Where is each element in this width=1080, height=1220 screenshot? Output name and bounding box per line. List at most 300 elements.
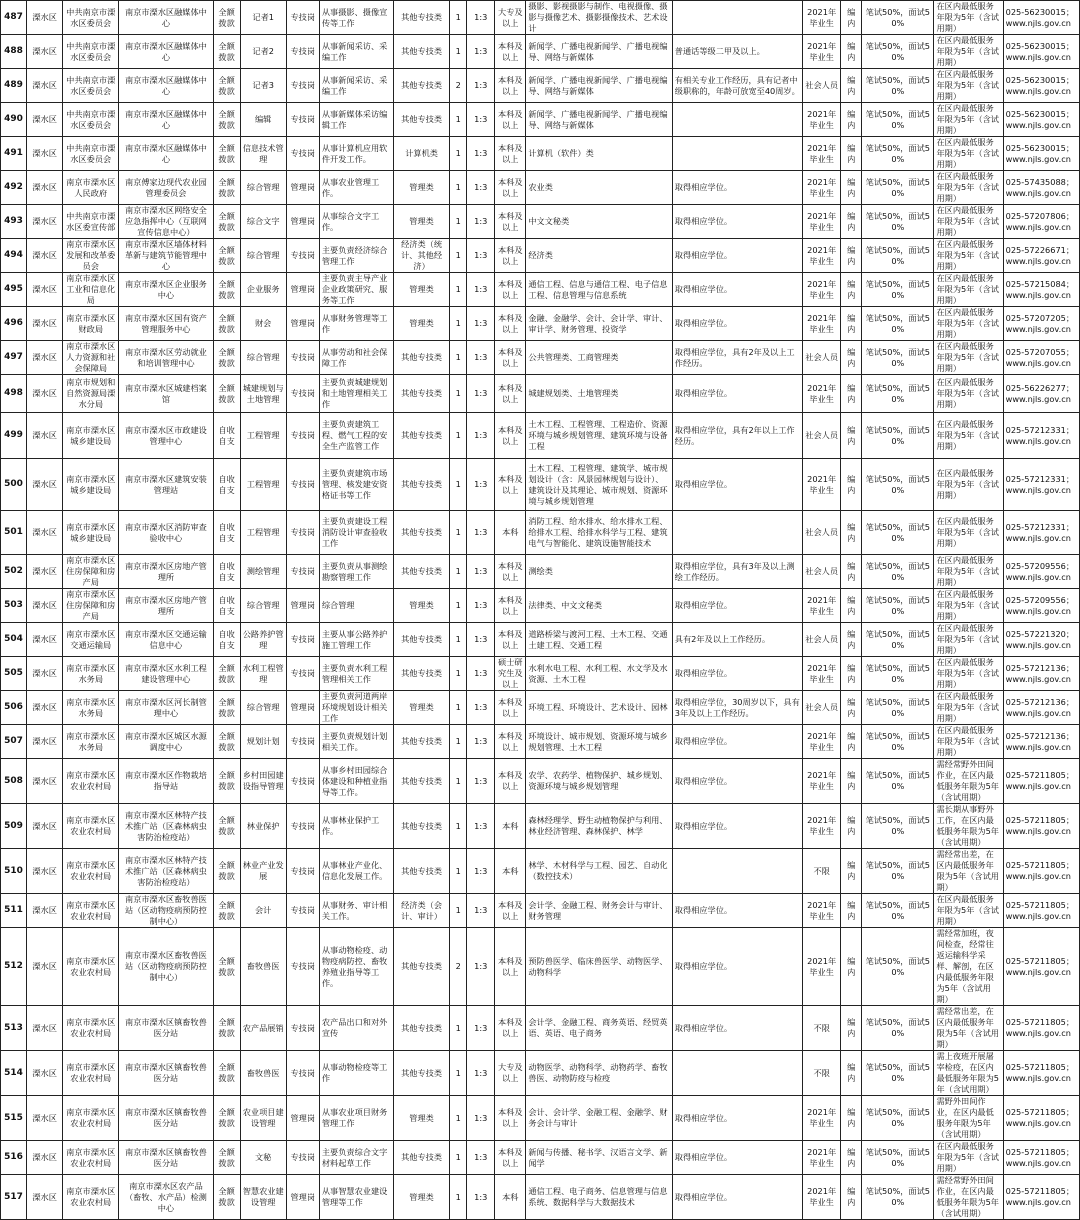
table-row	[1, 555, 1080, 589]
hiring-unit: 南京市溧水区融媒体中心	[119, 137, 213, 171]
education: 本科及以上	[495, 555, 526, 589]
table-body	[1, 1, 1080, 1220]
interview-ratio: 1:3	[467, 171, 495, 205]
score-weight: 笔试50%，面试50%	[862, 239, 934, 273]
other-requirement	[672, 511, 802, 555]
interview-ratio: 1:3	[467, 1, 495, 35]
district: 溧水区	[27, 239, 63, 273]
interview-ratio: 1:3	[467, 804, 495, 849]
job-duty: 从事林业保护工作。	[319, 804, 393, 849]
district: 溧水区	[27, 894, 63, 928]
district: 溧水区	[27, 623, 63, 657]
department: 南京市溧水区农业农村局	[63, 1141, 119, 1175]
department: 中共南京市溧水区委宣传部	[63, 205, 119, 239]
applicant-type: 2021年毕业生	[803, 205, 841, 239]
major-requirement: 农学、农药学、植物保护、城乡规划、资源环境与城乡规划管理	[526, 759, 672, 804]
service-note: 在区内最低服务年限为5年（含试用期）	[934, 137, 1003, 171]
hiring-unit: 南京市溧水区镇畜牧兽医分站	[119, 1141, 213, 1175]
position-category: 专技岗	[286, 1141, 319, 1175]
position-category: 管理岗	[286, 205, 319, 239]
recruit-count: 1	[450, 375, 467, 413]
score-weight: 笔试50%，面试50%	[862, 623, 934, 657]
contact: 025-56230015；www.njls.gov.cn	[1003, 35, 1079, 69]
position-category: 专技岗	[286, 239, 319, 273]
major-requirement: 预防兽医学、临床兽医学、动物医学、动物科学	[526, 928, 672, 1006]
table-row	[1, 69, 1080, 103]
hiring-unit: 南京市溧水区作物栽培指导站	[119, 759, 213, 804]
department: 南京市溧水区工业和信息化局	[63, 273, 119, 307]
district: 溧水区	[27, 1175, 63, 1220]
interview-ratio: 1:3	[467, 35, 495, 69]
staffing: 编内	[841, 307, 862, 341]
job-duty: 主要负责建设工程消防设计审查验收工作	[319, 511, 393, 555]
interview-ratio: 1:3	[467, 137, 495, 171]
contact: 025-57226671；www.njls.gov.cn	[1003, 239, 1079, 273]
recruit-count: 1	[450, 307, 467, 341]
recruit-count: 1	[450, 657, 467, 691]
hiring-unit: 南京市溧水区交通运输信息中心	[119, 623, 213, 657]
major-requirement: 消防工程、给水排水、给水排水工程、给排水工程、给排水科学与工程、建筑电气与智能化、建筑设施智能技术	[526, 511, 672, 555]
exam-subject: 其他专技类	[394, 103, 450, 137]
interview-ratio: 1:3	[467, 341, 495, 375]
other-requirement: 取得相应学位。	[672, 759, 802, 804]
service-note: 在区内最低服务年限为5年（含试用期）	[934, 273, 1003, 307]
exam-subject: 其他专技类	[394, 511, 450, 555]
position-category: 专技岗	[286, 759, 319, 804]
other-requirement	[672, 849, 802, 894]
contact: 025-57435088；www.njls.gov.cn	[1003, 171, 1079, 205]
major-requirement: 水利水电工程、水利工程、水文学及水资源、土木工程	[526, 657, 672, 691]
staffing: 编内	[841, 555, 862, 589]
district: 溧水区	[27, 171, 63, 205]
job-duty: 主要负责主导产业企业政策研究、服务等工作	[319, 273, 393, 307]
district: 溧水区	[27, 657, 63, 691]
education: 本科及以上	[495, 273, 526, 307]
exam-subject: 其他专技类	[394, 804, 450, 849]
interview-ratio: 1:3	[467, 589, 495, 623]
department: 南京市溧水区财政局	[63, 307, 119, 341]
table-row	[1, 589, 1080, 623]
table-row	[1, 375, 1080, 413]
education: 硕士研究生及以上	[495, 657, 526, 691]
applicant-type: 社会人员	[803, 413, 841, 459]
position-name: 畜牧兽医	[240, 1051, 286, 1096]
position-name: 工程管理	[240, 511, 286, 555]
service-note: 在区内最低服务年限为5年（含试用期）	[934, 555, 1003, 589]
exam-subject: 其他专技类	[394, 341, 450, 375]
interview-ratio: 1:3	[467, 759, 495, 804]
contact: 025-57211805；www.njls.gov.cn	[1003, 928, 1079, 1006]
interview-ratio: 1:3	[467, 691, 495, 725]
recruit-count: 1	[450, 1175, 467, 1220]
hiring-unit: 南京市溧水区劳动就业和培训管理中心	[119, 341, 213, 375]
score-weight: 笔试50%，面试50%	[862, 205, 934, 239]
score-weight: 笔试50%，面试50%	[862, 555, 934, 589]
score-weight: 笔试50%，面试50%	[862, 69, 934, 103]
funding-type: 自收自支	[213, 413, 240, 459]
row-number: 489	[1, 69, 27, 103]
score-weight: 笔试50%，面试50%	[862, 589, 934, 623]
score-weight: 笔试50%，面试50%	[862, 413, 934, 459]
applicant-type: 2021年毕业生	[803, 1141, 841, 1175]
score-weight: 笔试50%，面试50%	[862, 459, 934, 511]
other-requirement: 取得相应学位。	[672, 657, 802, 691]
score-weight: 笔试50%，面试50%	[862, 511, 934, 555]
funding-type: 全额拨款	[213, 1175, 240, 1220]
other-requirement	[672, 137, 802, 171]
interview-ratio: 1:3	[467, 69, 495, 103]
staffing: 编内	[841, 1051, 862, 1096]
funding-type: 全额拨款	[213, 341, 240, 375]
recruit-count: 1	[450, 413, 467, 459]
staffing: 编内	[841, 273, 862, 307]
position-name: 工程管理	[240, 413, 286, 459]
contact: 025-56226277；www.njls.gov.cn	[1003, 375, 1079, 413]
exam-subject: 经济类（统计、其他经济）	[394, 239, 450, 273]
score-weight: 笔试50%，面试50%	[862, 725, 934, 759]
job-duty: 主要负责河道两岸环境规划设计相关工作	[319, 691, 393, 725]
funding-type: 自收自支	[213, 511, 240, 555]
other-requirement: 取得相应学位。	[672, 894, 802, 928]
interview-ratio: 1:3	[467, 928, 495, 1006]
position-category: 专技岗	[286, 413, 319, 459]
funding-type: 全额拨款	[213, 725, 240, 759]
recruit-count: 1	[450, 273, 467, 307]
exam-subject: 其他专技类	[394, 35, 450, 69]
department: 南京市溧水区农业农村局	[63, 1096, 119, 1141]
score-weight: 笔试50%，面试50%	[862, 1006, 934, 1051]
interview-ratio: 1:3	[467, 1141, 495, 1175]
contact: 025-57211805；www.njls.gov.cn	[1003, 849, 1079, 894]
recruit-count: 1	[450, 1, 467, 35]
department: 南京市规划和自然资源局溧水分局	[63, 375, 119, 413]
district: 溧水区	[27, 137, 63, 171]
funding-type: 全额拨款	[213, 1, 240, 35]
other-requirement: 取得相应学位。	[672, 307, 802, 341]
applicant-type: 2021年毕业生	[803, 35, 841, 69]
exam-subject: 经济类（会计、审计）	[394, 894, 450, 928]
table-row	[1, 894, 1080, 928]
major-requirement: 农业类	[526, 171, 672, 205]
other-requirement: 取得相应学位，具有3年及以上测绘工作经历。	[672, 555, 802, 589]
job-duty: 主要负责建筑工程、燃气工程的安全生产监管工作	[319, 413, 393, 459]
education: 本科及以上	[495, 623, 526, 657]
table-row	[1, 849, 1080, 894]
job-duty: 主要从事公路养护施工管理工作	[319, 623, 393, 657]
job-duty: 从事计算机应用软件开发工作。	[319, 137, 393, 171]
staffing: 编内	[841, 171, 862, 205]
funding-type: 全额拨款	[213, 928, 240, 1006]
position-category: 专技岗	[286, 511, 319, 555]
recruit-count: 1	[450, 894, 467, 928]
score-weight: 笔试50%，面试50%	[862, 894, 934, 928]
district: 溧水区	[27, 375, 63, 413]
staffing: 编内	[841, 657, 862, 691]
district: 溧水区	[27, 1096, 63, 1141]
exam-subject: 其他专技类	[394, 928, 450, 1006]
department: 南京市溧水区城乡建设局	[63, 511, 119, 555]
service-note: 需长期从事野外工作，在区内最低服务年限为5年（含试用期）	[934, 804, 1003, 849]
recruit-count: 1	[450, 35, 467, 69]
table-row	[1, 725, 1080, 759]
position-name: 农业项目建设管理	[240, 1096, 286, 1141]
contact: 025-57207205；www.njls.gov.cn	[1003, 307, 1079, 341]
district: 溧水区	[27, 273, 63, 307]
education: 本科及以上	[495, 375, 526, 413]
interview-ratio: 1:3	[467, 849, 495, 894]
row-number: 504	[1, 623, 27, 657]
education: 本科及以上	[495, 205, 526, 239]
district: 溧水区	[27, 307, 63, 341]
position-category: 专技岗	[286, 657, 319, 691]
staffing: 编内	[841, 849, 862, 894]
job-duty: 从事财务、审计相关工作。	[319, 894, 393, 928]
interview-ratio: 1:3	[467, 459, 495, 511]
applicant-type: 2021年毕业生	[803, 589, 841, 623]
district: 溧水区	[27, 1051, 63, 1096]
district: 溧水区	[27, 759, 63, 804]
score-weight: 笔试50%，面试50%	[862, 1, 934, 35]
recruit-count: 2	[450, 928, 467, 1006]
department: 南京市溧水区农业农村局	[63, 928, 119, 1006]
education: 本科及以上	[495, 307, 526, 341]
education: 本科及以上	[495, 171, 526, 205]
hiring-unit: 南京市溧水区墙体材料革新与建筑节能管理中心	[119, 239, 213, 273]
education: 本科及以上	[495, 341, 526, 375]
exam-subject: 管理类	[394, 1096, 450, 1141]
funding-type: 全额拨款	[213, 1141, 240, 1175]
hiring-unit: 南京市溧水区融媒体中心	[119, 69, 213, 103]
staffing: 编内	[841, 725, 862, 759]
recruit-count: 1	[450, 239, 467, 273]
table-row	[1, 273, 1080, 307]
staffing: 编内	[841, 375, 862, 413]
department: 南京市溧水区农业农村局	[63, 894, 119, 928]
job-duty: 主要负责城建规划和土地管理相关工作	[319, 375, 393, 413]
contact: 025-57211805；www.njls.gov.cn	[1003, 1096, 1079, 1141]
major-requirement: 会计学、金融工程、商务英语、经贸英语、英语、电子商务	[526, 1006, 672, 1051]
row-number: 502	[1, 555, 27, 589]
funding-type: 自收自支	[213, 623, 240, 657]
table-row	[1, 1006, 1080, 1051]
job-duty: 从事新媒体采访编辑工作	[319, 103, 393, 137]
department: 南京市溧水区水务局	[63, 725, 119, 759]
contact: 025-56230015；www.njls.gov.cn	[1003, 103, 1079, 137]
education: 本科及以上	[495, 725, 526, 759]
service-note: 在区内最低服务年限为5年（含试用期）	[934, 413, 1003, 459]
hiring-unit: 南京市溧水区融媒体中心	[119, 35, 213, 69]
position-name: 综合文字	[240, 205, 286, 239]
table-row	[1, 759, 1080, 804]
row-number: 500	[1, 459, 27, 511]
score-weight: 笔试50%，面试50%	[862, 804, 934, 849]
service-note: 在区内最低服务年限为5年（含试用期）	[934, 1, 1003, 35]
exam-subject: 管理类	[394, 273, 450, 307]
interview-ratio: 1:3	[467, 413, 495, 459]
position-category: 专技岗	[286, 1051, 319, 1096]
other-requirement: 取得相应学位。	[672, 1141, 802, 1175]
education: 本科	[495, 1175, 526, 1220]
position-name: 企业服务	[240, 273, 286, 307]
service-note: 需经常出差，在区内最低服务年限为5年（含试用期）	[934, 849, 1003, 894]
service-note: 在区内最低服务年限为5年（含试用期）	[934, 239, 1003, 273]
position-category: 专技岗	[286, 555, 319, 589]
funding-type: 自收自支	[213, 589, 240, 623]
major-requirement: 城建规划类、土地管理类	[526, 375, 672, 413]
position-category: 管理岗	[286, 691, 319, 725]
applicant-type: 不限	[803, 849, 841, 894]
table-row	[1, 691, 1080, 725]
score-weight: 笔试50%，面试50%	[862, 759, 934, 804]
job-duty: 从事农业管理工作。	[319, 171, 393, 205]
other-requirement: 取得相应学位。	[672, 239, 802, 273]
other-requirement: 取得相应学位。	[672, 273, 802, 307]
major-requirement: 环境工程、环境设计、艺术设计、园林	[526, 691, 672, 725]
district: 溧水区	[27, 555, 63, 589]
job-duty: 主要负责从事测绘勘察管理工作	[319, 555, 393, 589]
position-name: 乡村田园建设指导管理	[240, 759, 286, 804]
funding-type: 全额拨款	[213, 1051, 240, 1096]
table-row	[1, 928, 1080, 1006]
position-category: 专技岗	[286, 928, 319, 1006]
contact: 025-57212331；www.njls.gov.cn	[1003, 413, 1079, 459]
service-note: 在区内最低服务年限为5年（含试用期）	[934, 459, 1003, 511]
job-duty: 从事劳动和社会保障工作	[319, 341, 393, 375]
interview-ratio: 1:3	[467, 273, 495, 307]
position-name: 林业保护	[240, 804, 286, 849]
department: 南京市溧水区人民政府	[63, 171, 119, 205]
score-weight: 笔试50%，面试50%	[862, 691, 934, 725]
major-requirement: 会计、会计学、金融工程、金融学、财务会计与审计	[526, 1096, 672, 1141]
table-row	[1, 307, 1080, 341]
education: 大专及以上	[495, 1051, 526, 1096]
service-note: 需上夜班开展屠宰检疫，在区内最低服务年限为5年（含试用期）	[934, 1051, 1003, 1096]
applicant-type: 不限	[803, 1051, 841, 1096]
table-row	[1, 1096, 1080, 1141]
department: 南京市溧水区人力资源和社会保障局	[63, 341, 119, 375]
major-requirement: 计算机（软件）类	[526, 137, 672, 171]
exam-subject: 管理类	[394, 307, 450, 341]
exam-subject: 其他专技类	[394, 759, 450, 804]
funding-type: 全额拨款	[213, 657, 240, 691]
education: 本科及以上	[495, 589, 526, 623]
position-name: 林业产业发展	[240, 849, 286, 894]
district: 溧水区	[27, 103, 63, 137]
position-name: 综合管理	[240, 171, 286, 205]
position-name: 信息技术管理	[240, 137, 286, 171]
applicant-type: 2021年毕业生	[803, 1175, 841, 1220]
service-note: 在区内最低服务年限为5年（含试用期）	[934, 725, 1003, 759]
service-note: 在区内最低服务年限为5年（含试用期）	[934, 205, 1003, 239]
major-requirement: 中文文秘类	[526, 205, 672, 239]
major-requirement: 新闻学、广播电视新闻学、广播电视编导、网络与新媒体	[526, 35, 672, 69]
funding-type: 全额拨款	[213, 804, 240, 849]
major-requirement: 金融、金融学、会计、会计学、审计、审计学、财务管理、投资学	[526, 307, 672, 341]
applicant-type: 2021年毕业生	[803, 273, 841, 307]
applicant-type: 2021年毕业生	[803, 239, 841, 273]
funding-type: 全额拨款	[213, 1006, 240, 1051]
district: 溧水区	[27, 804, 63, 849]
contact: 025-57212136；www.njls.gov.cn	[1003, 725, 1079, 759]
recruit-count: 1	[450, 511, 467, 555]
applicant-type: 2021年毕业生	[803, 1, 841, 35]
recruit-count: 1	[450, 1051, 467, 1096]
funding-type: 全额拨款	[213, 205, 240, 239]
row-number: 492	[1, 171, 27, 205]
table-row	[1, 171, 1080, 205]
row-number: 497	[1, 341, 27, 375]
row-number: 491	[1, 137, 27, 171]
staffing: 编内	[841, 459, 862, 511]
position-category: 专技岗	[286, 375, 319, 413]
job-duty: 从事动物检疫、动物疫病防控、畜牧养殖业指导等工作。	[319, 928, 393, 1006]
hiring-unit: 南京市溧水区建筑安装管理站	[119, 459, 213, 511]
major-requirement: 新闻学、广播电视新闻学、广播电视编导、网络与新媒体	[526, 103, 672, 137]
job-duty: 主要负责水利工程管理相关工作	[319, 657, 393, 691]
position-name: 综合管理	[240, 239, 286, 273]
funding-type: 全额拨款	[213, 35, 240, 69]
recruit-count: 1	[450, 849, 467, 894]
row-number: 490	[1, 103, 27, 137]
district: 溧水区	[27, 928, 63, 1006]
other-requirement: 取得相应学位，具有2年及以上工作经历。	[672, 341, 802, 375]
row-number: 511	[1, 894, 27, 928]
exam-subject: 其他专技类	[394, 375, 450, 413]
position-category: 管理岗	[286, 1175, 319, 1220]
district: 溧水区	[27, 1, 63, 35]
other-requirement: 取得相应学位。	[672, 1175, 802, 1220]
applicant-type: 2021年毕业生	[803, 375, 841, 413]
applicant-type: 社会人员	[803, 69, 841, 103]
row-number: 488	[1, 35, 27, 69]
contact: 025-57212136；www.njls.gov.cn	[1003, 691, 1079, 725]
hiring-unit: 南京市溧水区房地产管理所	[119, 589, 213, 623]
row-number: 512	[1, 928, 27, 1006]
applicant-type: 2021年毕业生	[803, 894, 841, 928]
score-weight: 笔试50%，面试50%	[862, 1141, 934, 1175]
interview-ratio: 1:3	[467, 894, 495, 928]
exam-subject: 其他专技类	[394, 657, 450, 691]
row-number: 517	[1, 1175, 27, 1220]
exam-subject: 管理类	[394, 1175, 450, 1220]
major-requirement: 土木工程、工程管理、工程造价、资源环境与城乡规划管理、建筑环境与设备工程	[526, 413, 672, 459]
table-row	[1, 459, 1080, 511]
job-duty: 主要负责建筑市场管理、核发建安资格证书等工作	[319, 459, 393, 511]
district: 溧水区	[27, 205, 63, 239]
major-requirement: 道路桥梁与渡河工程、土木工程、交通土建工程、交通工程	[526, 623, 672, 657]
job-duty: 从事林业产业化、信息化发展工作。	[319, 849, 393, 894]
education: 本科及以上	[495, 928, 526, 1006]
education: 本科及以上	[495, 239, 526, 273]
department: 南京市溧水区发展和改革委员会	[63, 239, 119, 273]
department: 南京市溧水区城乡建设局	[63, 459, 119, 511]
service-note: 在区内最低服务年限为5年（含试用期）	[934, 341, 1003, 375]
position-name: 城建规划与土地管理	[240, 375, 286, 413]
service-note: 在区内最低服务年限为5年（含试用期）	[934, 691, 1003, 725]
score-weight: 笔试50%，面试50%	[862, 341, 934, 375]
table-row	[1, 239, 1080, 273]
major-requirement: 经济类	[526, 239, 672, 273]
position-category: 管理岗	[286, 307, 319, 341]
applicant-type: 2021年毕业生	[803, 137, 841, 171]
hiring-unit: 南京市溧水区河长制管理中心	[119, 691, 213, 725]
score-weight: 笔试50%，面试50%	[862, 928, 934, 1006]
recruit-count: 1	[450, 341, 467, 375]
exam-subject: 其他专技类	[394, 413, 450, 459]
service-note: 在区内最低服务年限为5年（含试用期）	[934, 511, 1003, 555]
service-note: 在区内最低服务年限为5年（含试用期）	[934, 894, 1003, 928]
service-note: 在区内最低服务年限为5年（含试用期）	[934, 103, 1003, 137]
